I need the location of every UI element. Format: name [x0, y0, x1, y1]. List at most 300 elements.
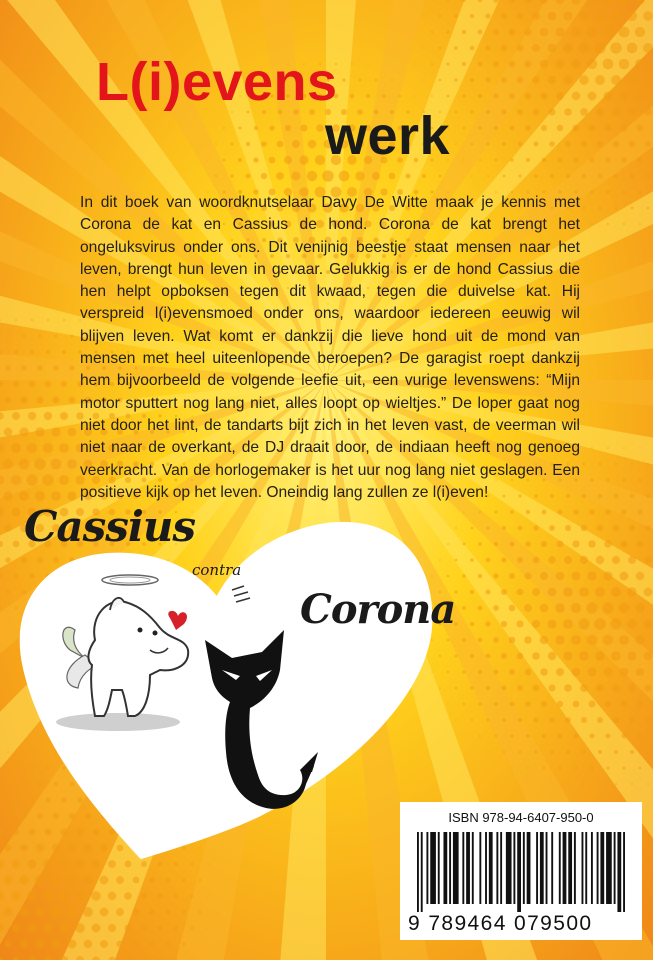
halftone-dot — [550, 174, 554, 178]
halftone-dot — [587, 27, 598, 38]
halftone-dot — [47, 319, 49, 321]
halftone-dot — [182, 910, 186, 914]
halftone-dot — [580, 108, 588, 116]
halftone-dot — [525, 93, 532, 100]
halftone-dot — [174, 894, 178, 898]
halftone-dot — [133, 877, 140, 884]
halftone-dot — [199, 911, 202, 914]
halftone-dot — [52, 396, 59, 403]
halftone-dot — [588, 92, 597, 101]
halftone-dot — [261, 141, 267, 147]
halftone-dot — [524, 28, 532, 36]
halftone-dot — [604, 92, 613, 101]
halftone-dot — [141, 861, 147, 867]
halftone-dot — [238, 126, 241, 129]
halftone-dot — [307, 171, 317, 181]
halftone-dot — [284, 156, 292, 164]
halftone-dot — [367, 63, 369, 65]
halftone-dot — [42, 890, 53, 901]
halftone-dot — [191, 863, 194, 866]
halftone-dot — [322, 170, 334, 182]
halftone-dot — [556, 0, 565, 4]
halftone-dot — [597, 141, 603, 147]
halftone-dot — [391, 79, 393, 81]
halftone-dot — [68, 428, 77, 437]
halftone-dot — [215, 911, 217, 913]
halftone-dot — [0, 892, 4, 900]
halftone-dot — [606, 478, 610, 482]
halftone-dot — [4, 940, 11, 947]
halftone-dot — [431, 0, 433, 1]
halftone-dot — [572, 92, 580, 100]
halftone-dot — [479, 159, 481, 161]
halftone-dot — [199, 943, 201, 945]
back-cover-blurb: In dit boek van woordknutselaar Davy De Witte maak je kennis met Corona de kat en Cassius de hond. Corona de kat brengt het ongeluksvirus onder ons. Dit venijnig beestje staat mensen naar het leven, brengt hun leven in gevaar. Gelukkig is er de hond Cassius die hen helpt opboksen tegen dit kwaad, tegen die duivelse kat. Hij verspreid l(i)evensmoed onder ons, waardoor iedereen eeuwig wil blijven leven. Wat komt er dankzij die lieve hond uit de mond van mensen met heel uiteenlopende beroepen? De garagist roept dankzij hem bijvoorbeeld de volgende leefie uit, een vurige levenswens: “Mijn motor sputtert nog lang niet, alles loopt op wieltjes.” De loper gaat nog niet door het lint, de tandarts bijt zich in het leven vast, de veerman wil niet naar de overkant, de DJ draait door, de indiaan heeft nog genoeg veerkracht. Van de horlogemaker is het uur nog lang niet geslagen. Een positieve kijk op het leven. Oneindig lang zullen ze l(i)even! — [80, 194, 580, 501]
halftone-dot — [59, 859, 69, 869]
halftone-dot — [157, 925, 162, 930]
halftone-dot — [299, 155, 308, 164]
halftone-dot — [149, 909, 155, 915]
halftone-dot — [639, 447, 640, 448]
halftone-dot — [509, 29, 516, 36]
halftone-dot — [563, 43, 573, 53]
halftone-dot — [42, 474, 53, 485]
halftone-dot — [517, 77, 524, 84]
halftone-dot — [470, 14, 474, 18]
halftone-dot — [23, 335, 26, 338]
halftone-dot — [0, 381, 3, 387]
halftone-dot — [75, 891, 86, 902]
halftone-dot — [308, 140, 317, 149]
halftone-dot — [190, 894, 193, 897]
contra-script-text: contra — [192, 561, 242, 579]
halftone-dot — [35, 427, 44, 436]
halftone-dot — [92, 860, 101, 869]
halftone-dot — [623, 223, 625, 225]
halftone-dot — [31, 319, 33, 321]
halftone-dot — [0, 444, 4, 453]
halftone-dot — [611, 11, 622, 22]
halftone-dot — [133, 941, 139, 947]
halftone-dot — [60, 412, 68, 420]
halftone-dot — [439, 15, 442, 18]
halftone-dot — [191, 927, 194, 930]
halftone-dot — [100, 940, 108, 948]
halftone-dot — [382, 94, 385, 97]
halftone-dot — [44, 956, 52, 960]
halftone-dot — [621, 157, 626, 162]
halftone-dot — [510, 158, 514, 162]
barcode-bar — [426, 832, 428, 904]
halftone-dot — [454, 14, 458, 18]
halftone-dot — [366, 94, 370, 98]
halftone-dot — [571, 0, 580, 5]
barcode-bar — [600, 832, 604, 904]
halftone-dot — [643, 43, 653, 53]
halftone-dot — [478, 30, 483, 35]
halftone-dot — [602, 26, 614, 38]
barcode-bar — [536, 832, 538, 904]
barcode-bar — [449, 832, 451, 904]
halftone-dot — [30, 350, 34, 354]
halftone-dot — [516, 44, 523, 51]
halftone-dot — [603, 0, 613, 5]
halftone-dot — [526, 158, 530, 162]
halftone-dot — [524, 0, 531, 4]
halftone-dot — [587, 0, 597, 5]
halftone-dot — [595, 11, 606, 22]
barcode-bar — [438, 832, 440, 904]
halftone-dot — [573, 157, 578, 162]
halftone-dot — [595, 75, 605, 85]
halftone-dot — [548, 12, 557, 21]
halftone-dot — [45, 381, 51, 387]
halftone-dot — [12, 860, 20, 868]
halftone-dot — [447, 0, 450, 1]
halftone-dot — [636, 92, 645, 101]
halftone-dot — [43, 859, 52, 868]
halftone-dot — [158, 862, 163, 867]
halftone-dot — [563, 11, 572, 20]
halftone-dot — [83, 875, 93, 885]
halftone-dot — [292, 140, 300, 148]
halftone-dot — [149, 877, 155, 883]
halftone-dot — [542, 158, 547, 163]
halftone-dot — [149, 941, 154, 946]
halftone-dot — [628, 108, 636, 116]
barcode-bar — [559, 832, 561, 904]
barcode-bar — [517, 832, 521, 912]
halftone-dot — [84, 940, 93, 949]
halftone-dot — [579, 43, 590, 54]
halftone-dot — [6, 366, 11, 371]
halftone-dot — [75, 923, 85, 933]
halftone-dot — [471, 143, 474, 146]
barcode-bar — [421, 832, 423, 912]
halftone-dot — [605, 157, 610, 162]
halftone-dot — [571, 27, 581, 37]
halftone-dot — [627, 75, 637, 85]
barcode-bar — [489, 832, 493, 904]
halftone-dot — [604, 124, 611, 131]
halftone-dot — [0, 319, 1, 321]
halftone-dot — [579, 11, 589, 21]
halftone-dot — [63, 319, 65, 321]
halftone-dot — [629, 141, 635, 147]
halftone-dot — [471, 175, 472, 176]
isbn-label: ISBN 978-94-6407-950-0 — [448, 810, 594, 825]
halftone-dot — [591, 447, 593, 449]
halftone-dot — [182, 878, 186, 882]
halftone-dot — [455, 143, 457, 145]
halftone-dot — [423, 79, 425, 81]
halftone-dot — [509, 61, 516, 68]
halftone-dot — [564, 76, 573, 85]
halftone-dot — [540, 60, 548, 68]
halftone-dot — [12, 924, 21, 933]
halftone-dot — [486, 110, 490, 114]
halftone-dot — [174, 926, 178, 930]
halftone-dot — [43, 443, 53, 453]
halftone-dot — [36, 940, 45, 949]
halftone-dot — [34, 458, 46, 470]
barcode-bar — [623, 832, 625, 912]
isbn-barcode-panel — [400, 802, 642, 940]
halftone-dot — [358, 78, 361, 81]
halftone-dot — [277, 141, 284, 148]
halftone-dot — [246, 142, 250, 146]
halftone-dot — [124, 924, 131, 931]
halftone-dot — [571, 59, 581, 69]
barcode-bar — [430, 832, 436, 904]
barcode-bar — [443, 832, 447, 904]
halftone-dot — [611, 75, 621, 85]
halftone-dot — [261, 173, 267, 179]
halftone-dot — [645, 141, 651, 147]
halftone-dot — [51, 427, 60, 436]
halftone-dot — [67, 459, 77, 469]
halftone-dot — [351, 63, 353, 65]
halftone-dot — [67, 875, 77, 885]
halftone-dot — [463, 127, 466, 130]
halftone-dot — [532, 44, 540, 52]
halftone-dot — [12, 956, 19, 960]
halftone-dot — [0, 860, 4, 867]
halftone-dot — [581, 141, 587, 147]
halftone-dot — [565, 141, 571, 147]
halftone-dot — [558, 158, 563, 163]
halftone-dot — [35, 875, 45, 885]
halftone-dot — [70, 366, 75, 371]
corona-script-text: Corona — [300, 586, 456, 633]
halftone-dot — [215, 879, 217, 881]
halftone-dot — [215, 175, 217, 177]
halftone-dot — [446, 30, 449, 33]
halftone-dot — [431, 63, 433, 65]
barcode-bar — [417, 832, 419, 912]
barcode-bar — [546, 832, 548, 904]
halftone-dot — [493, 29, 499, 35]
halftone-dot — [291, 171, 300, 180]
halftone-dot — [447, 95, 450, 98]
halftone-dot — [455, 111, 458, 114]
barcode-bar — [551, 832, 553, 904]
barcode-bar — [466, 832, 470, 904]
halftone-dot — [548, 44, 557, 53]
halftone-dot — [269, 125, 274, 130]
halftone-dot — [7, 335, 10, 338]
halftone-dot — [28, 956, 36, 960]
halftone-dot — [60, 956, 68, 960]
halftone-dot — [223, 127, 225, 129]
halftone-dot — [125, 861, 132, 868]
barcode-digits: 9 789464 079500 — [408, 912, 593, 935]
halftone-dot — [534, 174, 538, 178]
halftone-dot — [423, 15, 425, 17]
halftone-dot — [487, 175, 489, 177]
halftone-dot — [623, 447, 625, 449]
halftone-dot — [478, 126, 481, 129]
halftone-dot — [485, 45, 490, 50]
halftone-dot — [50, 906, 61, 917]
halftone-dot — [108, 892, 117, 901]
halftone-dot — [4, 876, 12, 884]
halftone-dot — [19, 427, 28, 436]
halftone-dot — [518, 142, 523, 147]
halftone-dot — [494, 126, 498, 130]
halftone-dot — [69, 397, 76, 404]
halftone-dot — [548, 76, 556, 84]
halftone-dot — [4, 908, 12, 916]
title-line-1: L(i)evens — [96, 52, 338, 112]
halftone-dot — [285, 125, 291, 131]
halftone-dot — [620, 124, 627, 131]
halftone-dot — [557, 125, 563, 131]
halftone-dot — [253, 157, 258, 162]
halftone-dot — [415, 31, 416, 32]
halftone-dot — [415, 95, 417, 97]
barcode-bar — [574, 832, 576, 904]
halftone-dot — [141, 925, 147, 931]
halftone-dot — [566, 174, 570, 178]
halftone-dot — [635, 27, 645, 37]
halftone-dot — [355, 171, 364, 180]
halftone-dot — [590, 478, 594, 482]
halftone-dot — [638, 478, 641, 481]
halftone-dot — [533, 109, 539, 115]
halftone-dot — [540, 0, 548, 4]
halftone-dot — [405, 173, 410, 178]
halftone-dot — [637, 157, 642, 162]
halftone-dot — [68, 940, 77, 949]
halftone-dot — [116, 876, 124, 884]
halftone-dot — [486, 142, 489, 145]
halftone-dot — [12, 412, 20, 420]
halftone-dot — [133, 909, 140, 916]
halftone-dot — [631, 463, 633, 465]
halftone-dot — [109, 957, 116, 960]
halftone-dot — [518, 174, 521, 177]
halftone-dot — [582, 174, 586, 178]
halftone-dot — [375, 79, 378, 82]
halftone-dot — [637, 125, 644, 132]
halftone-dot — [20, 940, 28, 948]
halftone-dot — [509, 0, 515, 3]
halftone-dot — [510, 126, 515, 131]
halftone-dot — [532, 12, 540, 20]
barcode-bar — [582, 832, 584, 904]
halftone-dot — [399, 95, 402, 98]
halftone-dot — [598, 174, 603, 179]
halftone-dot — [627, 43, 638, 54]
halftone-dot — [28, 412, 36, 420]
halftone-dot — [59, 443, 69, 453]
halftone-dot — [11, 475, 21, 485]
halftone-dot — [439, 175, 442, 178]
halftone-dot — [415, 63, 416, 64]
halftone-dot — [37, 365, 42, 370]
halftone-dot — [555, 27, 564, 36]
halftone-dot — [207, 159, 208, 160]
halftone-dot — [350, 94, 355, 99]
halftone-dot — [157, 893, 162, 898]
barcode-bar — [591, 832, 593, 904]
halftone-dot — [607, 223, 609, 225]
halftone-dot — [501, 45, 507, 51]
halftone-dot — [532, 76, 539, 83]
halftone-dot — [599, 463, 602, 466]
halftone-dot — [19, 875, 28, 884]
halftone-dot — [0, 350, 2, 354]
halftone-dot — [533, 141, 538, 146]
halftone-dot — [100, 876, 109, 885]
halftone-dot — [643, 11, 653, 21]
halftone-dot — [647, 207, 650, 210]
halftone-dot — [215, 143, 217, 145]
halftone-dot — [174, 862, 178, 866]
barcode-bar — [506, 832, 512, 904]
barcode-bar — [606, 832, 612, 904]
halftone-dot — [27, 443, 37, 453]
halftone-dot — [223, 159, 226, 162]
halftone-dot — [501, 77, 507, 83]
halftone-dot — [446, 62, 449, 65]
halftone-dot — [207, 927, 209, 929]
halftone-dot — [639, 223, 641, 225]
halftone-dot — [627, 11, 637, 21]
halftone-dot — [59, 923, 69, 933]
cassius-script-text: Cassius — [24, 502, 196, 551]
halftone-dot — [607, 447, 609, 449]
halftone-dot — [62, 350, 66, 354]
halftone-dot — [462, 62, 466, 66]
halftone-dot — [631, 207, 634, 210]
halftone-dot — [14, 350, 18, 354]
halftone-dot — [583, 463, 586, 466]
halftone-dot — [613, 141, 619, 147]
halftone-dot — [46, 350, 50, 354]
halftone-dot — [276, 172, 284, 180]
halftone-dot — [3, 459, 13, 469]
halftone-dot — [0, 475, 5, 484]
halftone-dot — [610, 42, 621, 53]
halftone-dot — [27, 923, 36, 932]
halftone-dot — [612, 108, 620, 116]
halftone-dot — [116, 908, 124, 916]
halftone-dot — [564, 108, 571, 115]
halftone-dot — [517, 13, 524, 20]
halftone-dot — [588, 124, 595, 131]
halftone-dot — [462, 94, 465, 97]
halftone-dot — [630, 174, 634, 178]
barcode-bar — [485, 832, 487, 904]
halftone-dot — [51, 875, 62, 886]
halftone-dot — [618, 26, 629, 37]
halftone-dot — [485, 13, 490, 18]
halftone-dot — [422, 174, 426, 178]
barcode-bar — [523, 832, 525, 904]
halftone-dot — [439, 47, 442, 50]
halftone-dot — [501, 109, 506, 114]
halftone-dot — [20, 396, 27, 403]
halftone-dot — [5, 397, 12, 404]
halftone-dot — [315, 155, 325, 165]
halftone-dot — [269, 157, 276, 164]
halftone-dot — [462, 30, 466, 34]
halftone-dot — [540, 28, 548, 36]
barcode-bar — [462, 832, 464, 904]
halftone-dot — [166, 878, 171, 883]
